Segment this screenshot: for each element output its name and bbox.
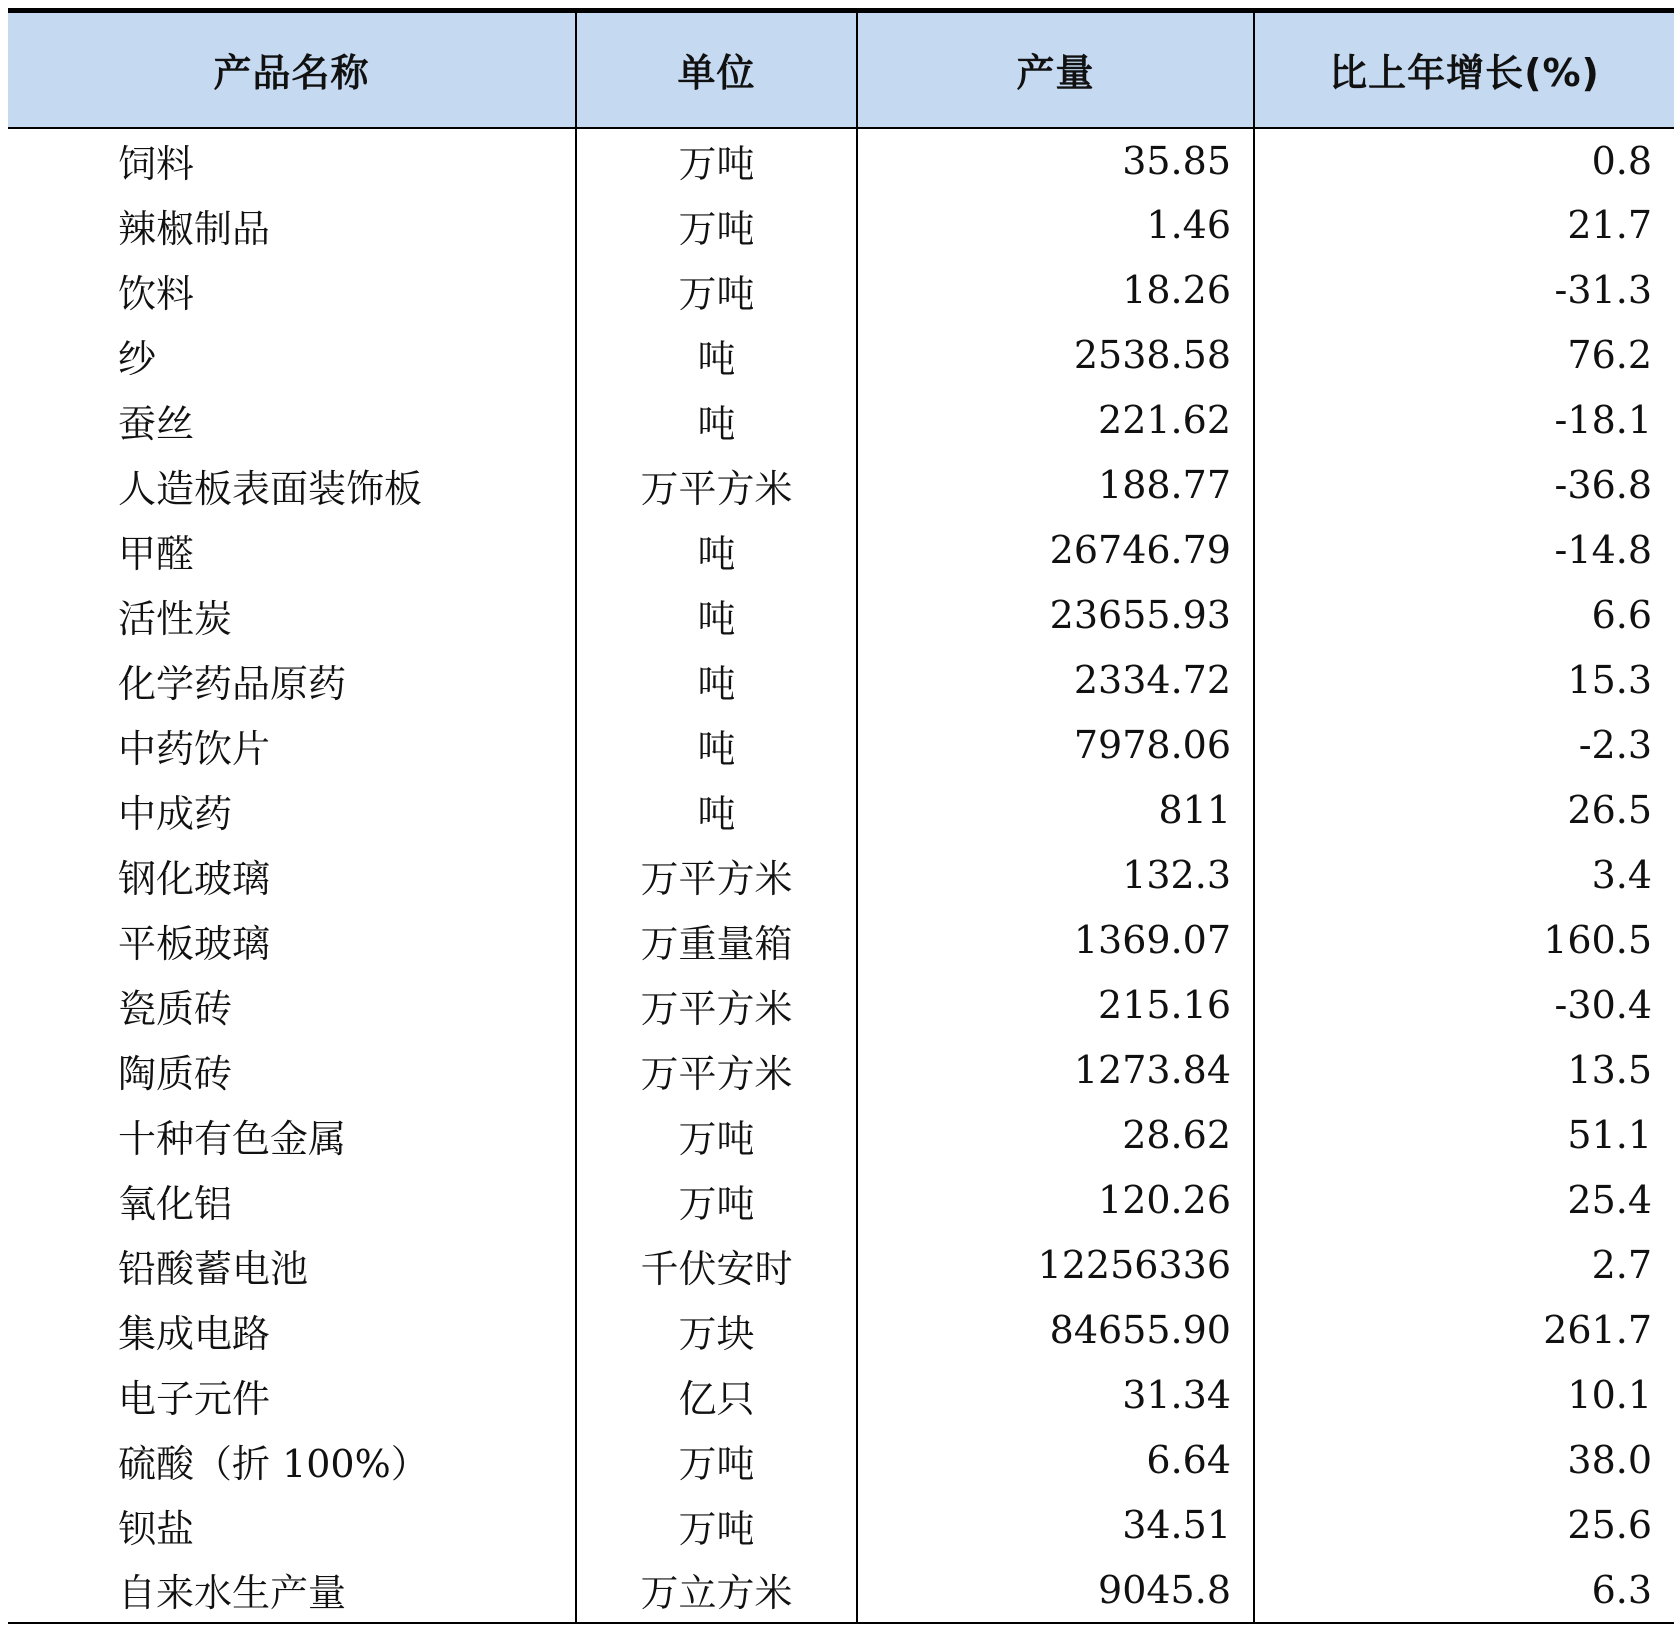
- quantity-cell: 2538.58: [857, 323, 1254, 388]
- product-name-cell: 饲料: [118, 142, 195, 186]
- quantity-cell: 1273.84: [857, 1038, 1254, 1103]
- table-row: [8, 973, 1674, 1038]
- growth-cell: 38.0: [1254, 1428, 1674, 1493]
- table-row: [8, 1363, 1674, 1428]
- header-row: [8, 11, 1674, 128]
- page: [8, 8, 1674, 1624]
- unit-cell: 万平方米: [576, 843, 857, 908]
- quantity-cell: 34.51: [857, 1493, 1254, 1558]
- unit-cell: 万吨: [576, 1493, 857, 1558]
- table-row: [8, 258, 1674, 323]
- header-growth: 比上年增长(%): [1254, 11, 1674, 128]
- unit-cell: 万吨: [576, 128, 857, 193]
- table-row: [8, 908, 1674, 973]
- unit-cell: 吨: [576, 388, 857, 453]
- quantity-cell: 6.64: [857, 1428, 1254, 1493]
- table-row: [8, 388, 1674, 453]
- growth-cell: 261.7: [1254, 1298, 1674, 1363]
- unit-cell: 万重量箱: [576, 908, 857, 973]
- product-name-cell: 活性炭: [118, 596, 233, 641]
- table-row: [8, 518, 1674, 583]
- unit-cell: 亿只: [576, 1363, 857, 1428]
- quantity-cell: 811: [857, 778, 1254, 843]
- quantity-cell: 35.85: [857, 128, 1254, 193]
- quantity-cell: 132.3: [857, 843, 1254, 908]
- table-row: [8, 1298, 1674, 1363]
- growth-cell: 2.7: [1254, 1233, 1674, 1298]
- quantity-cell: 221.62: [857, 388, 1254, 453]
- quantity-cell: 1.46: [857, 193, 1254, 258]
- table-row: [8, 713, 1674, 778]
- product-name-cell: 集成电路: [118, 1311, 271, 1356]
- quantity-cell: 7978.06: [857, 713, 1254, 778]
- growth-cell: 0.8: [1254, 128, 1674, 193]
- table-row: [8, 648, 1674, 713]
- unit-cell: 吨: [576, 583, 857, 648]
- growth-cell: 10.1: [1254, 1363, 1674, 1428]
- unit-cell: 吨: [576, 518, 857, 583]
- product-name-cell: 钢化玻璃: [118, 856, 271, 901]
- growth-cell: -31.3: [1254, 258, 1674, 323]
- product-name-cell: 平板玻璃: [118, 921, 271, 966]
- unit-cell: 万块: [576, 1298, 857, 1363]
- product-name-cell: 氧化铝: [118, 1181, 233, 1226]
- quantity-cell: 28.62: [857, 1103, 1254, 1168]
- product-name-cell: 陶质砖: [118, 1051, 233, 1096]
- product-name-cell: 化学药品原药: [118, 661, 347, 706]
- quantity-cell: 31.34: [857, 1363, 1254, 1428]
- growth-cell: 6.3: [1254, 1558, 1674, 1623]
- unit-cell: 万立方米: [576, 1558, 857, 1623]
- table-body: [8, 128, 1674, 1623]
- growth-cell: 51.1: [1254, 1103, 1674, 1168]
- growth-cell: 21.7: [1254, 193, 1674, 258]
- product-name-cell: 蚕丝: [118, 401, 195, 446]
- quantity-cell: 2334.72: [857, 648, 1254, 713]
- table-row: [8, 843, 1674, 908]
- table-row: [8, 193, 1674, 258]
- unit-cell: 吨: [576, 648, 857, 713]
- unit-cell: 万吨: [576, 1103, 857, 1168]
- quantity-cell: 1369.07: [857, 908, 1254, 973]
- unit-cell: 万吨: [576, 258, 857, 323]
- quantity-cell: 12256336: [857, 1233, 1254, 1298]
- product-name-cell: 瓷质砖: [118, 986, 233, 1031]
- unit-cell: 千伏安时: [576, 1233, 857, 1298]
- quantity-cell: 18.26: [857, 258, 1254, 323]
- growth-cell: -14.8: [1254, 518, 1674, 583]
- unit-cell: 万平方米: [576, 1038, 857, 1103]
- table-header: [8, 11, 1674, 128]
- table-row: [8, 128, 1674, 193]
- growth-cell: -36.8: [1254, 453, 1674, 518]
- growth-cell: -2.3: [1254, 713, 1674, 778]
- growth-cell: 25.6: [1254, 1493, 1674, 1558]
- unit-cell: 吨: [576, 323, 857, 388]
- product-name-cell: 十种有色金属: [118, 1116, 347, 1161]
- product-name-cell: 饮料: [118, 271, 195, 316]
- growth-cell: -30.4: [1254, 973, 1674, 1038]
- quantity-cell: 23655.93: [857, 583, 1254, 648]
- product-name-cell: 自来水生产量: [8, 1558, 576, 1623]
- table-row: [8, 323, 1674, 388]
- product-name-cell: 铅酸蓄电池: [118, 1246, 309, 1291]
- quantity-cell: 84655.90: [857, 1298, 1254, 1363]
- unit-cell: 万吨: [576, 1168, 857, 1233]
- quantity-cell: 120.26: [857, 1168, 1254, 1233]
- product-name-cell: 纱: [118, 336, 157, 381]
- header-quantity: 产量: [857, 11, 1254, 128]
- growth-cell: 26.5: [1254, 778, 1674, 843]
- table-row: [8, 1428, 1674, 1493]
- table-row: [8, 583, 1674, 648]
- table-row: [8, 1168, 1674, 1233]
- table-row: [8, 453, 1674, 518]
- product-name-cell: 电子元件: [118, 1376, 271, 1421]
- product-name-cell: 辣椒制品: [118, 206, 271, 251]
- product-name-cell: 中药饮片: [118, 726, 271, 771]
- quantity-cell: 26746.79: [857, 518, 1254, 583]
- unit-cell: 万平方米: [576, 973, 857, 1038]
- product-name-cell: 中成药: [118, 791, 233, 836]
- product-name-cell: 硫酸（折 100%）: [118, 1441, 429, 1486]
- table-row: [8, 1103, 1674, 1168]
- product-name-cell: 钡盐: [118, 1506, 195, 1551]
- product-output-table: [8, 8, 1674, 1624]
- growth-cell: -18.1: [1254, 388, 1674, 453]
- quantity-cell: 188.77: [857, 453, 1254, 518]
- growth-cell: 15.3: [1254, 648, 1674, 713]
- growth-cell: 13.5: [1254, 1038, 1674, 1103]
- table-row: [8, 1558, 1674, 1623]
- unit-cell: 万吨: [576, 1428, 857, 1493]
- unit-cell: 万吨: [576, 193, 857, 258]
- quantity-cell: 215.16: [857, 973, 1254, 1038]
- table-row: [8, 1493, 1674, 1558]
- product-name-cell: 甲醛: [118, 531, 195, 576]
- unit-cell: 吨: [576, 778, 857, 843]
- product-name-cell: 人造板表面装饰板: [118, 466, 423, 511]
- header-unit: 单位: [576, 11, 857, 128]
- growth-cell: 76.2: [1254, 323, 1674, 388]
- unit-cell: 万平方米: [576, 453, 857, 518]
- growth-cell: 160.5: [1254, 908, 1674, 973]
- quantity-cell: 9045.8: [857, 1558, 1254, 1623]
- unit-cell: 吨: [576, 713, 857, 778]
- table-row: [8, 1233, 1674, 1298]
- growth-cell: 6.6: [1254, 583, 1674, 648]
- header-product-name: 产品名称: [8, 11, 576, 128]
- table-row: [8, 1038, 1674, 1103]
- table-row: [8, 778, 1674, 843]
- growth-cell: 3.4: [1254, 843, 1674, 908]
- growth-cell: 25.4: [1254, 1168, 1674, 1233]
